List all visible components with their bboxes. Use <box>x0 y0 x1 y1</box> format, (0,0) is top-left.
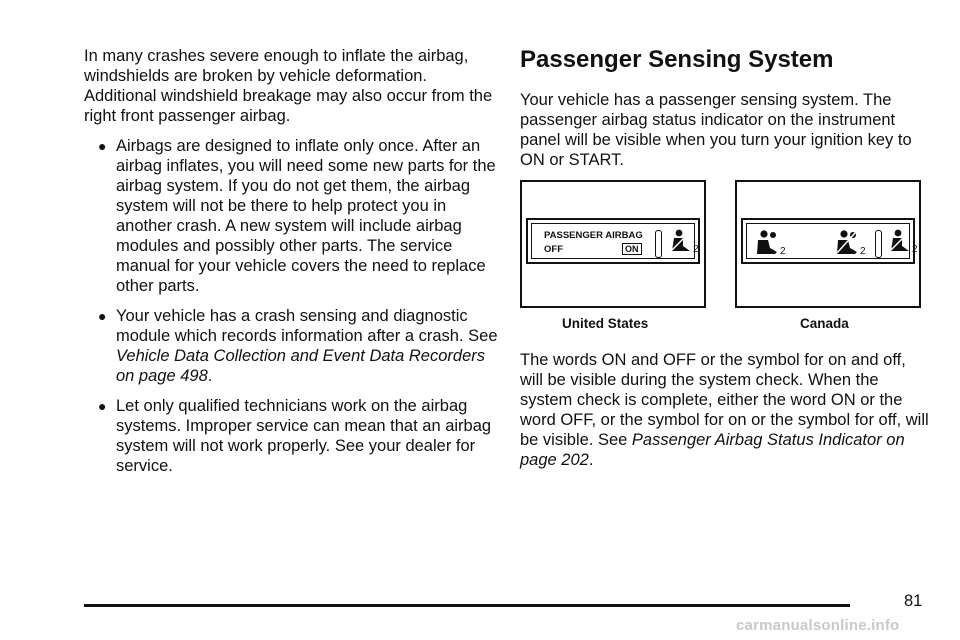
bullet-item-3 <box>84 396 500 476</box>
airbag-off-icon <box>887 229 921 255</box>
bullet-dot-icon: ● <box>98 308 107 324</box>
bullet-dot-icon: ● <box>98 138 107 154</box>
cross-reference-link[interactable]: Vehicle Data Collection and Event Data Recorders on page 498 <box>116 347 486 385</box>
paragraph-text: The words ON and OFF or the symbol for on and off, will be visible during the system check. When the system check is complete, either the word ON or the word OFF, or the symbol for on or the symbol for off, will be visible. See <box>520 351 929 449</box>
bullet-item-1 <box>84 136 500 296</box>
bullet-text: Your vehicle has a crash sensing and diagnostic module which records information after a crash. See <box>116 307 498 345</box>
indicator-separator <box>875 230 882 258</box>
system-check-paragraph <box>520 350 930 470</box>
caption-united-states: United States <box>562 316 649 331</box>
off-label: OFF <box>544 244 563 255</box>
svg-text:2: 2 <box>912 244 918 255</box>
intro-paragraph: In many crashes severe enough to inflate the airbag, windshields are broken by vehicle deformation. Additional windshield breakage may also occur from the right front passenger airbag. <box>84 47 493 125</box>
bullet-text: Airbags are designed to inflate only once. After an airbag inflates, you will need some new parts for the airbag system. If you do not get them, the airbag system will not be there to help protect you in another crash. A new system will include airbag modules and possibly other parts. The service manual for your vehicle covers the need to replace other parts. <box>116 137 496 295</box>
footer-rule <box>84 604 850 607</box>
page-number: 81 <box>904 592 923 610</box>
bullet-text: Let only qualified technicians work on the airbag systems. Improper service can mean that an airbag system will not work properly. See your dealer for service. <box>116 397 492 475</box>
on-label: ON <box>622 243 642 255</box>
passenger-airbag-label: PASSENGER AIRBAG <box>544 230 643 241</box>
left-column <box>84 46 500 486</box>
svg-text:2: 2 <box>693 244 699 255</box>
cross-reference-link[interactable]: Passenger Airbag Status Indicator on page 202 <box>520 431 905 469</box>
indicator-figure <box>520 180 930 340</box>
watermark: carmanualsonline.info <box>736 617 900 634</box>
right-column <box>520 46 930 480</box>
bullet-dot-icon: ● <box>98 398 107 414</box>
section-intro: Your vehicle has a passenger sensing system. The passenger airbag status indicator on the instrument panel will be visible when you turn your ignition key to ON or START. <box>520 91 912 169</box>
svg-text:2: 2 <box>780 246 786 257</box>
seated-passenger-off-icon <box>835 229 871 257</box>
us-indicator-display <box>526 218 700 264</box>
canada-indicator-display <box>741 218 918 264</box>
caption-canada: Canada <box>800 316 849 331</box>
canada-indicator-panel <box>735 180 921 308</box>
svg-text:2: 2 <box>860 246 866 257</box>
paragraph-suffix: . <box>588 451 594 469</box>
airbag-off-icon <box>668 229 702 255</box>
bullet-item-2 <box>84 306 500 386</box>
section-heading: Passenger Sensing System <box>520 46 834 73</box>
seated-passenger-icon <box>755 229 791 257</box>
bullet-suffix: . <box>207 367 213 385</box>
us-indicator-panel <box>520 180 706 308</box>
indicator-separator <box>655 230 662 258</box>
